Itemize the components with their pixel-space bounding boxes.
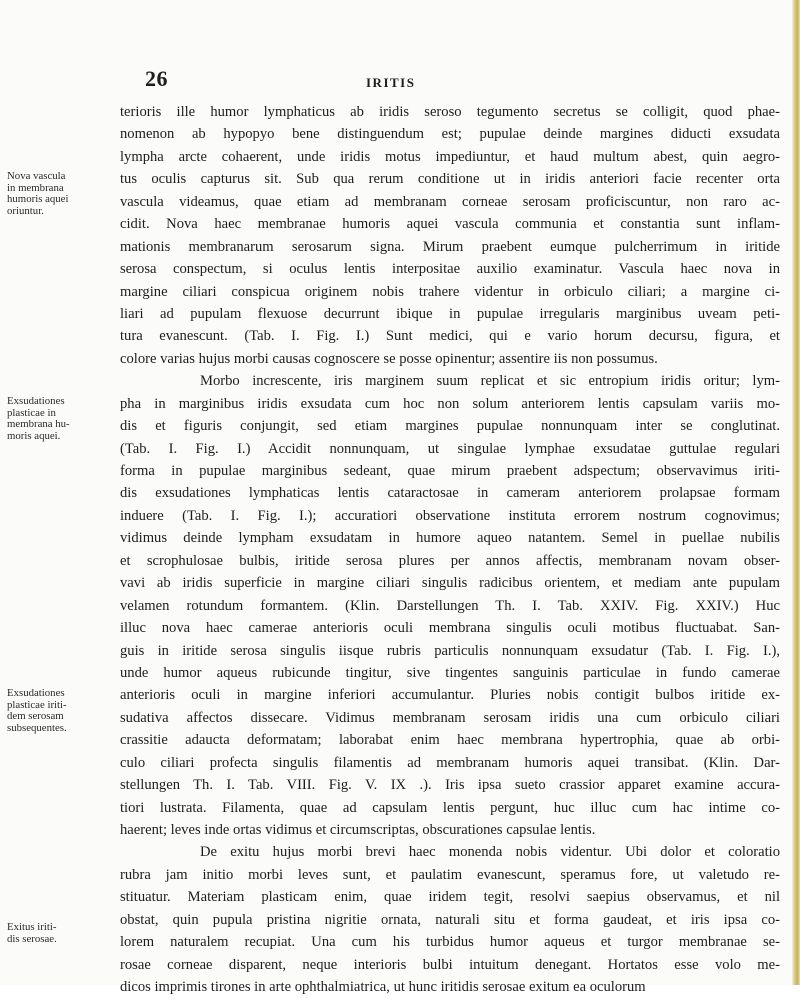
text-line: dicos imprimis tirones in arte ophthalmiatrica, ut hunc iritidis serosae exitum ea oculorum bbox=[120, 979, 646, 996]
body-text bbox=[120, 101, 780, 999]
text-line: velamen rotundum formantem. (Klin. Darstellungen Th. I. Tab. XXIV. Fig. XXIV.) Huc bbox=[120, 597, 780, 614]
margin-note-line: subsequentes. bbox=[7, 721, 67, 734]
text-line: tura evanescunt. (Tab. I. Fig. I.) Sunt medici, qui e vario horum decursu, figura, et bbox=[120, 328, 780, 345]
text-line: dis et figuris conjungit, sed etiam margines pupulae nonnunquam inter se conglutinat. bbox=[120, 418, 780, 435]
text-line: margine ciliari conspicua originem nobis trahere videntur in orbiculo ciliari; a margine ci- bbox=[120, 283, 780, 300]
text-line: sudativa affectos dissecare. Vidimus membranam serosam iridis una cum orbiculo ciliari bbox=[120, 709, 780, 726]
text-line: nomenon ab hypopyo bene distinguendum est; pupulae deinde margines diducti exsudata bbox=[120, 126, 780, 143]
text-line: vavi ab iridis superficie in margine ciliari singulis radicibus orientem, et mediam ante pupulam bbox=[120, 575, 780, 592]
text-line: stituatur. Materiam plasticam enim, quae iridem tegit, resolvi saepius observamus, et nil bbox=[120, 889, 780, 906]
margin-note-line: Exsudationes bbox=[7, 687, 65, 699]
text-line: et scrophulosae bulbis, iritide serosa plures per annos affectis, membranam novam obser- bbox=[120, 552, 780, 569]
margin-note-line: plasticae in bbox=[7, 406, 56, 419]
margin-note-line: membrana hu- bbox=[7, 418, 70, 431]
text-line: dis exsudationes lymphaticas lentis cataractosae in cameram anteriorem prolapsae formam bbox=[120, 485, 780, 502]
text-line: colore varias hujus morbi causas cognoscere se posse opinentur; assentire iis non possumus. bbox=[120, 350, 658, 367]
text-line: cidit. Nova haec membranae humoris aquei vascula communia et constantia sunt inflam- bbox=[120, 216, 780, 233]
margin-note-line: oriuntur. bbox=[7, 204, 44, 217]
margin-note bbox=[7, 171, 117, 217]
text-line: liari ad pupulam flexuose decurrunt ibique in pupulae irregularis marginibus uveam peti- bbox=[120, 305, 780, 322]
text-line: De exitu hujus morbi brevi haec monenda nobis videntur. Ubi dolor et coloratio bbox=[200, 844, 780, 861]
margin-note bbox=[7, 688, 117, 734]
text-line: rosae corneae disparent, neque interioris bulbi intuitum denegant. Hortatos esse volo me- bbox=[120, 956, 780, 973]
text-line: (Tab. I. Fig. I.) Accidit nonnunquam, ut singulae lymphae exsudatae guttulae regulari bbox=[120, 440, 780, 457]
text-line: guis in iritide serosa singulis iisque rubris particulis nonnunquam exsudatur (Tab. I. Fig. I.), bbox=[120, 642, 780, 659]
text-line: tus oculis capturus sit. Sub qua rerum conditione ut in iridis anteriori facie recenter orta bbox=[120, 171, 780, 188]
text-line: haerent; leves inde ortas vidimus et circumscriptas, obscurationes capsulae lentis. bbox=[120, 822, 596, 838]
text-line: induere (Tab. I. Fig. I.); accuratiori observatione instituta errorem nostrum cognovimus; bbox=[120, 507, 780, 524]
running-title: IRITIS bbox=[366, 75, 416, 90]
text-line: lympha arcte cohaerent, unde iridis motus impediuntur, et haud multum abest, quin aegro- bbox=[120, 148, 780, 165]
text-line: serosa conspectum, si oculus lentis interpositae auxilio examinatur. Vascula haec nova in bbox=[120, 261, 780, 278]
text-line: vascula videamus, quae etiam ad membranam corneae serosam proficiscuntur, non raro ac- bbox=[120, 193, 780, 210]
text-line: forma in pupulae marginibus sedeant, quae mirum praebent adspectum; observavimus iriti- bbox=[120, 463, 780, 479]
running-head bbox=[0, 66, 800, 96]
margin-note-line: humoris aquei bbox=[7, 193, 69, 206]
page-number: 26 bbox=[145, 66, 168, 91]
text-line: anterioris oculi in margine inferiori accumulantur. Pluries nobis contigit bulbos iritide ex- bbox=[120, 687, 780, 704]
text-line: mationis membranarum serosarum signa. Mirum praebent eumque pulcherrimum in iritide bbox=[120, 238, 780, 255]
text-line: crassitie adaucta deformatam; laborabat enim haec membrana hypertrophia, quae ab orbi- bbox=[120, 732, 780, 749]
margin-note-line: Exsudationes bbox=[7, 395, 65, 407]
text-line: lorem naturalem recupiat. Una cum his turbidus humor aqueus et turgor membranae se- bbox=[120, 934, 780, 951]
page-edge bbox=[792, 0, 800, 985]
margin-note-line: dis serosae. bbox=[7, 932, 57, 945]
margin-note-line: Nova vascula bbox=[7, 170, 66, 182]
text-line: pha in marginibus iridis exsudata cum hoc non solum anteriorem lentis capsulam variis mo- bbox=[120, 395, 780, 412]
margin-note-line: dem serosam bbox=[7, 710, 64, 723]
margin-note-line: in membrana bbox=[7, 181, 64, 194]
text-line: terioris ille humor lymphaticus ab iridis seroso tegumento secretus se colligit, quod phae- bbox=[120, 104, 780, 120]
text-line: vidimus deinde lympham exsudatam in humore aqueo natantem. Semel in puellae nubilis bbox=[120, 530, 780, 547]
text-line: culo ciliari profecta singulis filamentis ad membranam humoris aquei transibat. (Klin. Dar- bbox=[120, 754, 780, 771]
text-line: Morbo increscente, iris marginem suum replicat et sic entropium iridis oritur; lym- bbox=[200, 373, 780, 390]
text-line: illuc nova haec camerae anterioris oculi membrana singulis oculi motibus fluctuabat. San- bbox=[120, 620, 780, 637]
margin-note bbox=[7, 396, 117, 442]
margin-note bbox=[7, 922, 117, 945]
text-line: unde humor aqueus rubicunde tingitur, sive tingentes sanguinis particulae in fundo camerae bbox=[120, 664, 780, 681]
margin-note-line: plasticae iriti- bbox=[7, 698, 67, 711]
text-line: rubra jam initio morbi leves sunt, et paulatim evanescunt, speramus fore, ut valetudo re- bbox=[120, 866, 780, 883]
text-line: tiori lustrata. Filamenta, quae ad capsulam lentis pergunt, huc illuc cum hac intime co- bbox=[120, 799, 780, 816]
text-line: stellungen Th. I. Tab. VIII. Fig. V. IX .). Iris ipsa sueto crassior apparet examine accura- bbox=[120, 777, 780, 794]
margin-note-line: Exitus iriti- bbox=[7, 921, 57, 933]
text-line: obstat, quin pupula pristina nigritie ornata, naturali situ et forma gaudeat, et iris ipsa co- bbox=[120, 911, 780, 928]
margin-note-line: moris aquei. bbox=[7, 429, 61, 442]
